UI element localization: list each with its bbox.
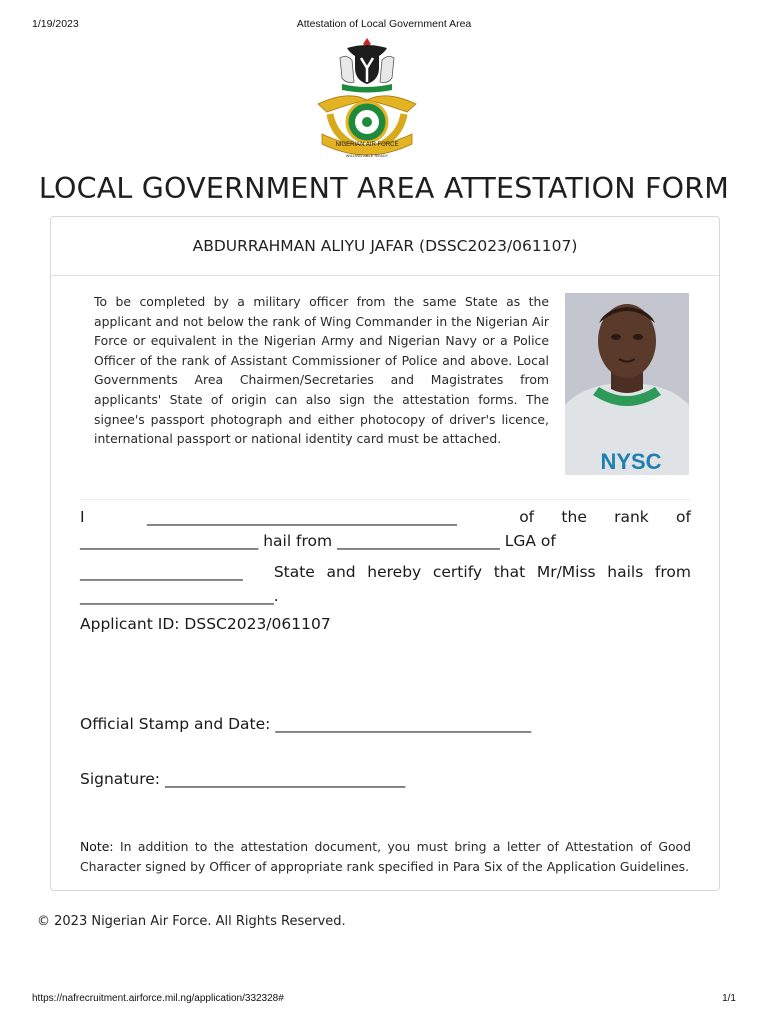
applicant-id	[80, 615, 691, 633]
instructions-text: To be completed by a military officer from the same State as the applicant and not below the rank of Wing Commander in the Nigerian Air Force or equivalent in the Nigerian Army and Nigerian Navy or a Police Officer of the rank of Assistant Commissioner of Police and above. Local Governments Area Chairmen/Secretaries and Magistrates from applicants' State of origin can also sign the attestation forms. The signee's passport photograph and either photocopy of driver's licence, international passport or national identity card must be attached.	[94, 294, 549, 447]
note-text: In addition to the attestation document, you must bring a letter of Attestation of Good Character signed by Officer of appropriate rank specified in Para Six of the Application Guidelines.	[80, 839, 691, 874]
print-footer	[32, 993, 736, 1007]
statement-rank-text: of the rank of	[519, 508, 691, 526]
stamp-label: Official Stamp and Date:	[80, 715, 271, 733]
statement-certify: State and hereby certify that Mr/Miss hails from	[273, 563, 691, 581]
signature-blank[interactable]: _______________________________	[164, 770, 406, 788]
applicant-id-label: Applicant ID:	[80, 615, 180, 633]
lga-blank[interactable]: _____________________	[337, 532, 500, 550]
certification-statement	[80, 505, 691, 608]
state-blank[interactable]: _____________________	[80, 563, 243, 581]
photo-shirt-text: NYSC	[600, 449, 662, 474]
rank-blank[interactable]: _______________________	[80, 532, 259, 550]
official-stamp-date	[80, 715, 691, 733]
print-page-count: 1/1	[722, 993, 736, 1004]
nigerian-air-force-crest-icon	[312, 34, 422, 160]
officer-name-blank[interactable]: ________________________________________	[146, 508, 457, 526]
applicant-id-value: DSSC2023/061107	[184, 615, 331, 633]
crest-motto: WILLING ABLE READY	[345, 153, 389, 158]
attestation-note	[80, 837, 691, 877]
statement-hail-from: hail from	[263, 532, 333, 550]
stamp-blank[interactable]: _________________________________	[275, 715, 532, 733]
signature-label: Signature:	[80, 770, 160, 788]
copyright-text: © 2023 Nigerian Air Force. All Rights Reserved.	[37, 914, 346, 929]
note-label: Note:	[80, 839, 114, 854]
print-header	[32, 18, 736, 32]
statement-i: I	[80, 508, 85, 526]
section-divider	[80, 499, 690, 500]
print-date: 1/19/2023	[32, 18, 79, 30]
crest-ring-text: NIGERIAN AIR FORCE	[335, 142, 399, 148]
form-title: LOCAL GOVERNMENT AREA ATTESTATION FORM	[38, 172, 730, 205]
origin-blank[interactable]: _________________________.	[80, 587, 279, 605]
applicant-heading: ABDURRAHMAN ALIYU JAFAR (DSSC2023/061107)	[51, 217, 719, 276]
signature	[80, 770, 691, 788]
applicant-passport-photo	[565, 293, 689, 475]
attestation-card	[50, 216, 720, 891]
print-url: https://nafrecruitment.airforce.mil.ng/application/332328#	[32, 993, 284, 1004]
print-page-title: Attestation of Local Government Area	[296, 18, 472, 30]
statement-lga-of: LGA of	[504, 532, 556, 550]
